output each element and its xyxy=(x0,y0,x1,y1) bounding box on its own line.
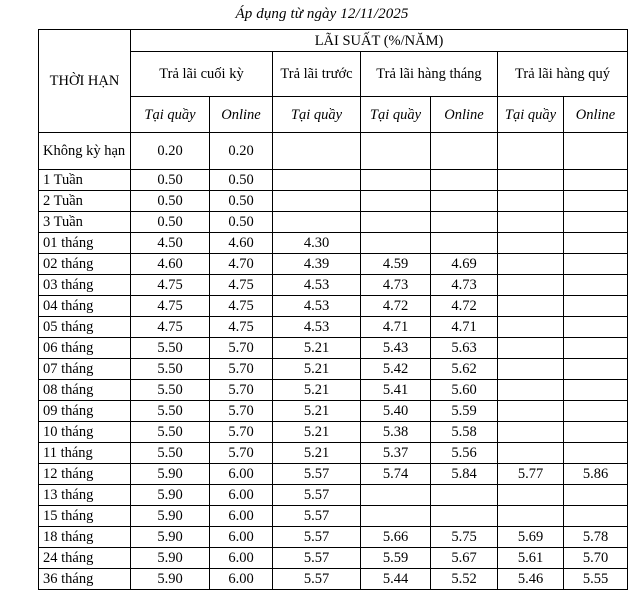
cell-quarterly-online xyxy=(564,338,628,359)
cell-monthly-counter xyxy=(361,233,431,254)
cell-quarterly-online: 5.70 xyxy=(564,548,628,569)
cell-monthly-online: 5.52 xyxy=(431,569,498,590)
cell-quarterly-counter xyxy=(498,380,564,401)
cell-prepaid-counter: 4.30 xyxy=(273,233,361,254)
table-row xyxy=(39,464,628,485)
table-row xyxy=(39,443,628,464)
cell-term: 36 tháng xyxy=(39,569,131,590)
cell-monthly-online: 4.69 xyxy=(431,254,498,275)
cell-monthly-counter: 5.59 xyxy=(361,548,431,569)
cell-quarterly-online xyxy=(564,422,628,443)
cell-end-of-term-online: 4.70 xyxy=(210,254,273,275)
cell-end-of-term-online: 4.75 xyxy=(210,296,273,317)
cell-end-of-term-online: 6.00 xyxy=(210,569,273,590)
cell-prepaid-counter: 5.57 xyxy=(273,569,361,590)
cell-monthly-counter: 5.44 xyxy=(361,569,431,590)
cell-monthly-counter: 5.40 xyxy=(361,401,431,422)
cell-term: 1 Tuần xyxy=(39,170,131,191)
cell-prepaid-counter: 5.21 xyxy=(273,422,361,443)
cell-end-of-term-counter: 5.50 xyxy=(131,422,210,443)
cell-end-of-term-counter: 4.75 xyxy=(131,275,210,296)
column-group-prepaid-interest: Trả lãi trước xyxy=(273,52,361,97)
cell-term: 03 tháng xyxy=(39,275,131,296)
cell-end-of-term-online: 4.75 xyxy=(210,275,273,296)
cell-monthly-online: 5.67 xyxy=(431,548,498,569)
cell-end-of-term-counter: 5.90 xyxy=(131,464,210,485)
cell-end-of-term-online: 6.00 xyxy=(210,464,273,485)
cell-monthly-online: 5.56 xyxy=(431,443,498,464)
cell-monthly-counter: 5.74 xyxy=(361,464,431,485)
subcolumn-monthly-counter: Tại quầy xyxy=(361,97,431,133)
cell-monthly-online: 4.71 xyxy=(431,317,498,338)
cell-quarterly-online xyxy=(564,212,628,233)
cell-monthly-counter: 5.37 xyxy=(361,443,431,464)
cell-quarterly-counter xyxy=(498,422,564,443)
cell-term: 10 tháng xyxy=(39,422,131,443)
cell-end-of-term-counter: 5.90 xyxy=(131,527,210,548)
cell-quarterly-online xyxy=(564,380,628,401)
cell-term: 12 tháng xyxy=(39,464,131,485)
cell-end-of-term-online: 5.70 xyxy=(210,401,273,422)
cell-term: 2 Tuần xyxy=(39,191,131,212)
cell-prepaid-counter: 5.57 xyxy=(273,506,361,527)
cell-monthly-counter xyxy=(361,212,431,233)
cell-prepaid-counter: 5.21 xyxy=(273,359,361,380)
column-group-end-of-term: Trả lãi cuối kỳ xyxy=(131,52,273,97)
cell-prepaid-counter: 4.53 xyxy=(273,296,361,317)
cell-end-of-term-online: 0.50 xyxy=(210,191,273,212)
cell-quarterly-online xyxy=(564,170,628,191)
cell-end-of-term-online: 5.70 xyxy=(210,380,273,401)
table-row xyxy=(39,170,628,191)
cell-end-of-term-counter: 5.50 xyxy=(131,359,210,380)
cell-end-of-term-online: 6.00 xyxy=(210,485,273,506)
interest-rate-table xyxy=(38,29,628,590)
cell-prepaid-counter: 5.21 xyxy=(273,338,361,359)
table-row xyxy=(39,317,628,338)
cell-quarterly-online xyxy=(564,296,628,317)
cell-quarterly-online: 5.55 xyxy=(564,569,628,590)
cell-end-of-term-counter: 4.75 xyxy=(131,317,210,338)
cell-end-of-term-online: 5.70 xyxy=(210,359,273,380)
cell-monthly-counter xyxy=(361,191,431,212)
cell-monthly-counter: 5.38 xyxy=(361,422,431,443)
cell-monthly-online: 5.84 xyxy=(431,464,498,485)
cell-end-of-term-counter: 5.90 xyxy=(131,548,210,569)
table-row xyxy=(39,506,628,527)
cell-prepaid-counter: 5.57 xyxy=(273,527,361,548)
cell-end-of-term-counter: 5.50 xyxy=(131,338,210,359)
cell-quarterly-counter xyxy=(498,485,564,506)
cell-end-of-term-counter: 5.90 xyxy=(131,569,210,590)
cell-quarterly-counter xyxy=(498,443,564,464)
cell-monthly-online xyxy=(431,133,498,170)
effective-date-note: Áp dụng từ ngày 12/11/2025 xyxy=(235,6,409,22)
cell-monthly-counter: 4.73 xyxy=(361,275,431,296)
cell-quarterly-counter xyxy=(498,170,564,191)
cell-term: 13 tháng xyxy=(39,485,131,506)
cell-prepaid-counter: 4.53 xyxy=(273,275,361,296)
table-row xyxy=(39,359,628,380)
cell-monthly-online xyxy=(431,506,498,527)
cell-quarterly-online xyxy=(564,317,628,338)
cell-end-of-term-online: 4.60 xyxy=(210,233,273,254)
table-row xyxy=(39,401,628,422)
cell-monthly-online: 5.58 xyxy=(431,422,498,443)
cell-term: 15 tháng xyxy=(39,506,131,527)
cell-monthly-counter: 5.42 xyxy=(361,359,431,380)
cell-quarterly-counter: 5.77 xyxy=(498,464,564,485)
cell-term: 11 tháng xyxy=(39,443,131,464)
cell-end-of-term-counter: 4.75 xyxy=(131,296,210,317)
cell-quarterly-counter: 5.61 xyxy=(498,548,564,569)
cell-prepaid-counter: 5.21 xyxy=(273,401,361,422)
cell-prepaid-counter: 4.53 xyxy=(273,317,361,338)
cell-prepaid-counter: 4.39 xyxy=(273,254,361,275)
cell-quarterly-online xyxy=(564,275,628,296)
cell-monthly-counter xyxy=(361,485,431,506)
cell-term: 06 tháng xyxy=(39,338,131,359)
cell-monthly-online: 5.75 xyxy=(431,527,498,548)
cell-quarterly-counter xyxy=(498,133,564,170)
cell-prepaid-counter: 5.57 xyxy=(273,548,361,569)
cell-quarterly-online: 5.86 xyxy=(564,464,628,485)
cell-end-of-term-online: 5.70 xyxy=(210,422,273,443)
subcolumn-end-of-term-online: Online xyxy=(210,97,273,133)
table-row xyxy=(39,527,628,548)
cell-prepaid-counter: 5.57 xyxy=(273,464,361,485)
table-row xyxy=(39,212,628,233)
table-row xyxy=(39,422,628,443)
cell-term: Không kỳ hạn xyxy=(39,133,131,170)
cell-end-of-term-online: 6.00 xyxy=(210,548,273,569)
cell-monthly-online xyxy=(431,485,498,506)
cell-quarterly-counter xyxy=(498,401,564,422)
cell-term: 01 tháng xyxy=(39,233,131,254)
header-row-title xyxy=(39,30,628,52)
cell-quarterly-online xyxy=(564,485,628,506)
cell-end-of-term-counter: 5.50 xyxy=(131,380,210,401)
cell-quarterly-counter xyxy=(498,275,564,296)
table-row xyxy=(39,296,628,317)
cell-term: 18 tháng xyxy=(39,527,131,548)
cell-end-of-term-counter: 0.50 xyxy=(131,212,210,233)
cell-monthly-online: 4.73 xyxy=(431,275,498,296)
cell-end-of-term-online: 5.70 xyxy=(210,443,273,464)
cell-quarterly-online: 5.78 xyxy=(564,527,628,548)
cell-quarterly-online xyxy=(564,254,628,275)
table-row xyxy=(39,338,628,359)
cell-prepaid-counter: 5.57 xyxy=(273,485,361,506)
cell-quarterly-online xyxy=(564,133,628,170)
column-group-monthly-interest: Trả lãi hàng tháng xyxy=(361,52,498,97)
cell-monthly-online: 5.60 xyxy=(431,380,498,401)
table-row xyxy=(39,233,628,254)
table-header xyxy=(39,30,628,133)
subcolumn-quarterly-online: Online xyxy=(564,97,628,133)
cell-quarterly-online xyxy=(564,359,628,380)
cell-monthly-counter: 5.43 xyxy=(361,338,431,359)
cell-term: 08 tháng xyxy=(39,380,131,401)
cell-term: 05 tháng xyxy=(39,317,131,338)
cell-end-of-term-online: 0.50 xyxy=(210,170,273,191)
cell-quarterly-counter xyxy=(498,506,564,527)
cell-monthly-online xyxy=(431,191,498,212)
cell-end-of-term-online: 0.50 xyxy=(210,212,273,233)
cell-quarterly-online xyxy=(564,443,628,464)
cell-quarterly-online xyxy=(564,191,628,212)
cell-end-of-term-counter: 0.20 xyxy=(131,133,210,170)
cell-monthly-online xyxy=(431,170,498,191)
cell-monthly-counter: 4.72 xyxy=(361,296,431,317)
cell-term: 07 tháng xyxy=(39,359,131,380)
column-header-rate-title: LÃI SUẤT (%/NĂM) xyxy=(131,30,628,52)
cell-monthly-online xyxy=(431,233,498,254)
cell-monthly-online xyxy=(431,212,498,233)
cell-quarterly-counter xyxy=(498,359,564,380)
cell-prepaid-counter: 5.21 xyxy=(273,380,361,401)
cell-term: 09 tháng xyxy=(39,401,131,422)
cell-end-of-term-counter: 4.50 xyxy=(131,233,210,254)
cell-quarterly-online xyxy=(564,233,628,254)
cell-term: 3 Tuần xyxy=(39,212,131,233)
table-row xyxy=(39,548,628,569)
cell-quarterly-counter xyxy=(498,254,564,275)
cell-prepaid-counter: 5.21 xyxy=(273,443,361,464)
cell-quarterly-counter xyxy=(498,296,564,317)
table-row xyxy=(39,380,628,401)
cell-quarterly-counter xyxy=(498,191,564,212)
cell-end-of-term-counter: 5.50 xyxy=(131,401,210,422)
table-body xyxy=(39,133,628,590)
subcolumn-quarterly-counter: Tại quầy xyxy=(498,97,564,133)
cell-term: 24 tháng xyxy=(39,548,131,569)
cell-monthly-counter xyxy=(361,133,431,170)
table-row xyxy=(39,569,628,590)
cell-monthly-online: 5.63 xyxy=(431,338,498,359)
table-row xyxy=(39,191,628,212)
cell-end-of-term-online: 4.75 xyxy=(210,317,273,338)
cell-prepaid-counter xyxy=(273,212,361,233)
cell-end-of-term-counter: 5.90 xyxy=(131,485,210,506)
cell-quarterly-counter xyxy=(498,212,564,233)
cell-monthly-counter: 5.66 xyxy=(361,527,431,548)
table-row xyxy=(39,133,628,170)
cell-end-of-term-counter: 4.60 xyxy=(131,254,210,275)
cell-end-of-term-counter: 0.50 xyxy=(131,170,210,191)
cell-quarterly-online xyxy=(564,401,628,422)
subcolumn-prepaid-counter: Tại quầy xyxy=(273,97,361,133)
cell-end-of-term-online: 5.70 xyxy=(210,338,273,359)
cell-monthly-online: 5.59 xyxy=(431,401,498,422)
cell-end-of-term-counter: 0.50 xyxy=(131,191,210,212)
cell-end-of-term-counter: 5.90 xyxy=(131,506,210,527)
cell-monthly-online: 5.62 xyxy=(431,359,498,380)
cell-prepaid-counter xyxy=(273,133,361,170)
cell-quarterly-counter: 5.46 xyxy=(498,569,564,590)
cell-end-of-term-online: 0.20 xyxy=(210,133,273,170)
column-header-term: THỜI HẠN xyxy=(39,30,131,133)
cell-term: 04 tháng xyxy=(39,296,131,317)
cell-quarterly-online xyxy=(564,506,628,527)
cell-quarterly-counter xyxy=(498,233,564,254)
cell-term: 02 tháng xyxy=(39,254,131,275)
cell-quarterly-counter xyxy=(498,317,564,338)
cell-monthly-counter: 4.59 xyxy=(361,254,431,275)
cell-end-of-term-counter: 5.50 xyxy=(131,443,210,464)
cell-monthly-counter xyxy=(361,506,431,527)
cell-monthly-counter: 5.41 xyxy=(361,380,431,401)
cell-quarterly-counter xyxy=(498,338,564,359)
cell-end-of-term-online: 6.00 xyxy=(210,506,273,527)
cell-monthly-counter: 4.71 xyxy=(361,317,431,338)
subcolumn-end-of-term-counter: Tại quầy xyxy=(131,97,210,133)
cell-prepaid-counter xyxy=(273,170,361,191)
table-row xyxy=(39,275,628,296)
cell-monthly-online: 4.72 xyxy=(431,296,498,317)
table-row xyxy=(39,485,628,506)
column-group-quarterly-interest: Trả lãi hàng quý xyxy=(498,52,628,97)
subcolumn-monthly-online: Online xyxy=(431,97,498,133)
cell-monthly-counter xyxy=(361,170,431,191)
table-row xyxy=(39,254,628,275)
cell-end-of-term-online: 6.00 xyxy=(210,527,273,548)
cell-prepaid-counter xyxy=(273,191,361,212)
cell-quarterly-counter: 5.69 xyxy=(498,527,564,548)
